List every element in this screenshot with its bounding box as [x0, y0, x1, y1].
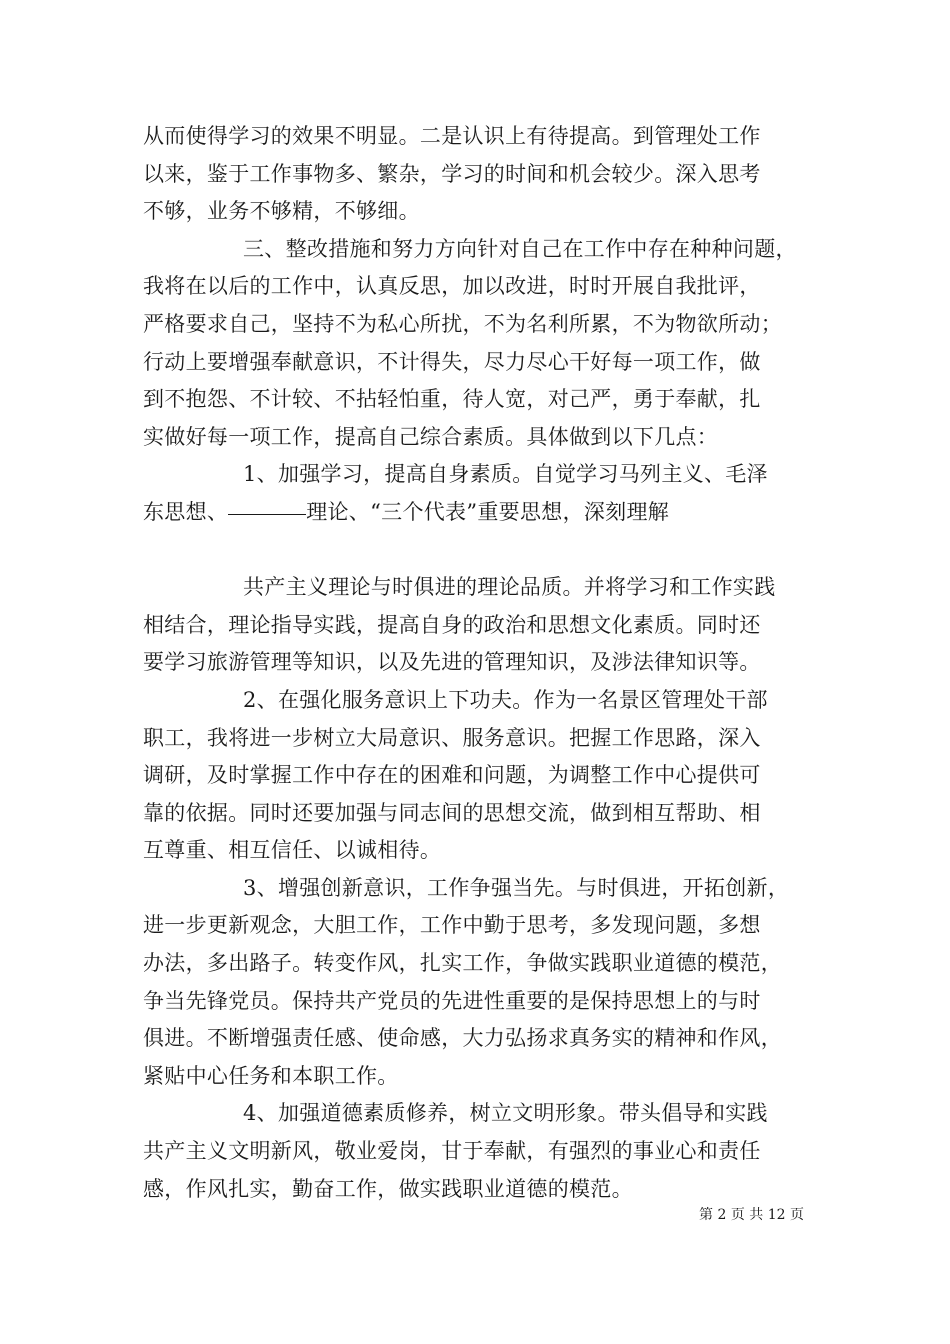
text-line: 感，作风扎实，勤奋工作，做实践职业道德的模范。 — [143, 1176, 633, 1201]
inline-page-number — [143, 532, 811, 570]
text-line: 调研，及时掌握工作中存在的困难和问题，为调整工作中心提供可 — [143, 763, 761, 788]
text-line: 4、加强道德素质修养，树立文明形象。带头倡导和实践 — [243, 1101, 768, 1126]
text-fragment: 理论、“三个代表”重要思想，深刻理解 — [306, 499, 670, 524]
text-line: 以来，鉴于工作事物多、繁杂，学习的时间和机会较少。深入思考 — [143, 161, 761, 186]
text-fragment: 东思想、 — [143, 499, 229, 524]
text-line: 不够，业务不够精，不够细。 — [143, 199, 420, 224]
text-line: 争当先锋党员。保持共产党员的先进性重要的是保持思想上的与时 — [143, 988, 761, 1013]
text-line — [143, 494, 811, 532]
text-line: 职工，我将进一步树立大局意识、服务意识。把握工作思路，深入 — [143, 725, 761, 750]
text-line: 行动上要增强奉献意识，不计得失，尽力尽心干好每一项工作，做 — [143, 349, 761, 374]
text-line: 3、增强创新意识，工作争强当先。与时俱进，开拓创新， — [243, 875, 790, 900]
text-line: 办法，多出路子。转变作风，扎实工作，争做实践职业道德的模范， — [143, 951, 782, 976]
text-line: 2、在强化服务意识上下功夫。作为一名景区管理处干部 — [243, 687, 768, 712]
text-line: 三、整改措施和努力方向针对自己在工作中存在种种问题， — [243, 236, 797, 261]
text-line: 严格要求自己，坚持不为私心所扰，不为名利所累，不为物欲所动； — [143, 311, 782, 336]
blank-underline — [228, 513, 306, 515]
text-line: 互尊重、相互信任、以诚相待。 — [143, 838, 442, 863]
text-line: 相结合，理论指导实践，提高自身的政治和思想文化素质。同时还 — [143, 612, 761, 637]
text-line: 1、加强学习，提高自身素质。自觉学习马列主义、毛泽 — [243, 462, 768, 487]
text-line: 共产主义文明新风，敬业爱岗，甘于奉献，有强烈的事业心和责任 — [143, 1139, 761, 1164]
text-line: 俱进。不断增强责任感、使命感，大力弘扬求真务实的精神和作风， — [143, 1026, 782, 1051]
text-line: 到不抱怨、不计较、不拈轻怕重，待人宽，对己严，勇于奉献，扎 — [143, 387, 761, 412]
text-line: 实做好每一项工作，提高自己综合素质。具体做到以下几点： — [143, 424, 719, 449]
text-line: 靠的依据。同时还要加强与同志间的思想交流，做到相互帮助、相 — [143, 800, 761, 825]
body-text — [143, 118, 811, 1208]
text-line: 从而使得学习的效果不明显。二是认识上有待提高。到管理处工作 — [143, 124, 761, 148]
text-line: 我将在以后的工作中，认真反思，加以改进，时时开展自我批评， — [143, 274, 761, 299]
page-footer: 第 2 页 共 12 页 — [699, 1207, 804, 1223]
text-line: 共产主义理论与时俱进的理论品质。并将学习和工作实践 — [243, 575, 776, 600]
text-line: 进一步更新观念，大胆工作，工作中勤于思考，多发现问题，多想 — [143, 913, 761, 938]
text-line: 要学习旅游管理等知识，以及先进的管理知识，及涉法律知识等。 — [143, 650, 761, 675]
text-line: 紧贴中心任务和本职工作。 — [143, 1063, 399, 1088]
